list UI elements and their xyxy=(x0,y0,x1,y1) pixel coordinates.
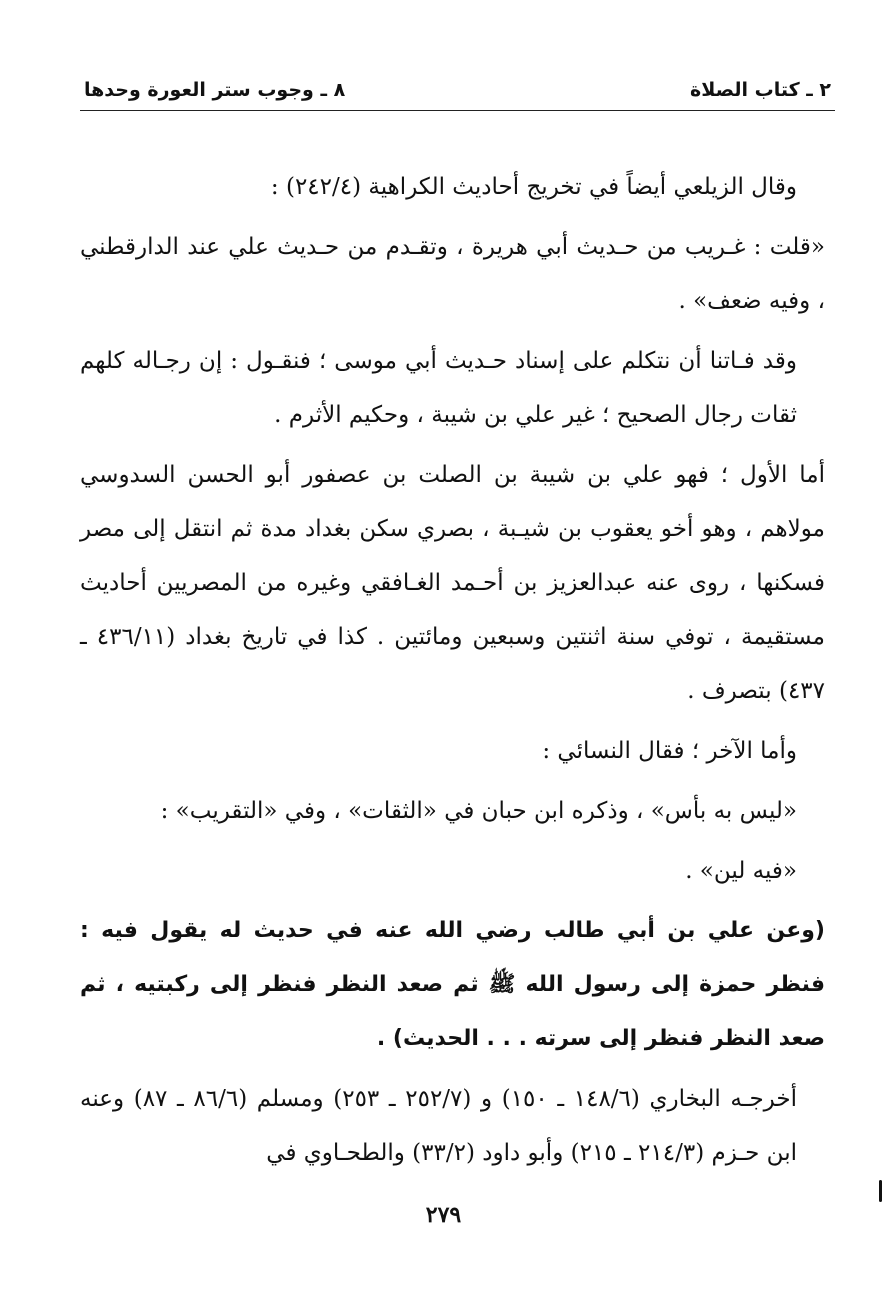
paragraph-second-narrator: وأما الآخر ؛ فقال النسائي : xyxy=(542,738,797,764)
paragraph-hadith-text: (وعن علي بن أبي طالب رضي الله عنه في حديث له يقول فيه : فنظر حمزة إلى رسول الله ﷺ ثم صعد النظر فنظر إلى ركبتيه ، ثم صعد النظر فنظر إلى سرته . . . الحديث) . xyxy=(80,918,825,1051)
paragraph-first-narrator: أما الأول ؛ فهو علي بن شيبة بن الصلت بن عصفور أبو الحسن السدوسي مولاهم ، وهو أخو يعقوب بن شيـبة ، بصري سكن بغداد مدة ثم انتقل إلى مصر فسكنها ، روى عنه عبدالعزيز بن أحـمد الغـافقي وغيره من المصريين أحاديث مستقيمة ، توفي سنة اثنتين وسبعين ومائتين . كذا في تاريخ بغداد (٤٣٦/١١ ـ ٤٣٧) بتصرف . xyxy=(80,462,825,704)
paragraph-nasai-quote: «ليس به بأس» ، وذكره ابن حبان في «الثقات» ، وفي «التقريب» : xyxy=(160,798,797,824)
paragraph-takhrij: أخرجـه البخاري (١٤٨/٦ ـ ١٥٠) و (٢٥٢/٧ ـ ٢٥٣) ومسلم (٨٦/٦ ـ ٨٧) وعنه ابن حـزم (٢١٤/٣ ـ ٢١٥) وأبو داود (٣٣/٢) والطحـاوي في xyxy=(80,1086,797,1166)
page-number: ٢٧٩ xyxy=(425,1202,462,1228)
paragraph-isnad-discussion: وقد فـاتنا أن نتكلم على إسناد حـديث أبي موسى ؛ فنقـول : إن رجـاله كلهم ثقات رجال الصحيح ؛ غير علي بن شيبة ، وحكيم الأثرم . xyxy=(80,348,797,428)
paragraph-zaylai-quote: «قلت : غـريب من حـديث أبي هريرة ، وتقـدم من حـديث علي عند الدارقطني ، وفيه ضعف» . xyxy=(80,234,825,314)
page-body xyxy=(80,160,825,1186)
scan-margin-mark xyxy=(879,1180,882,1202)
paragraph-taqrib-quote: «فيه لين» . xyxy=(685,858,797,884)
paragraph-zaylai-quote-intro: وقال الزيلعي أيضاً في تخريج أحاديث الكراهية (٢٤٢/٤) : xyxy=(270,174,797,200)
header-chapter: ٢ ـ كتاب الصلاة xyxy=(690,79,831,101)
header-section: ٨ ـ وجوب ستر العورة وحدها xyxy=(84,79,346,101)
running-header xyxy=(84,70,831,110)
header-divider xyxy=(80,110,835,111)
